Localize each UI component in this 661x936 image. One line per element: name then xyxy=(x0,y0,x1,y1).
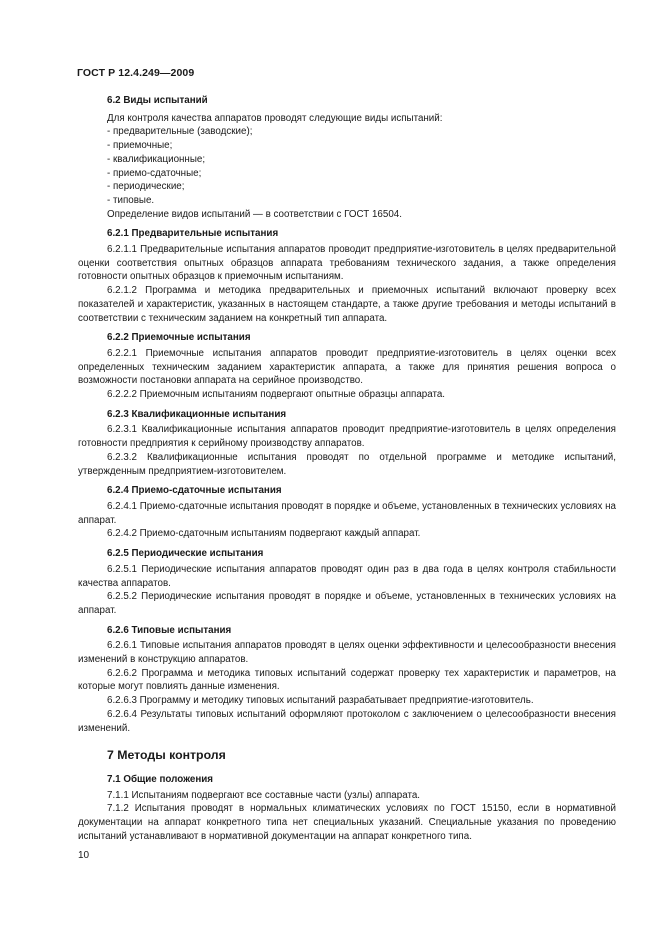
page-number: 10 xyxy=(78,850,90,861)
document-header: ГОСТ Р 12.4.249—2009 xyxy=(77,67,195,79)
paragraph-6-2-6-3: 6.2.6.3 Программу и методику типовых испытаний разрабатывает предприятие-изготовитель. xyxy=(107,695,534,707)
list-item: - приемо-сдаточные; xyxy=(107,167,202,179)
paragraph-6-2-3-2: 6.2.3.2 Квалификационные испытания проводят по отдельной программе и методике испытаний, утвержденным предприятием-изготовителем. xyxy=(78,451,616,477)
section-6-2-2-title: 6.2.2 Приемочные испытания xyxy=(107,332,251,344)
section-6-2-6-title: 6.2.6 Типовые испытания xyxy=(107,624,232,636)
paragraph-7-1-1: 7.1.1 Испытаниям подвергают все составные части (узлы) аппарата. xyxy=(107,789,420,801)
section-6-2-intro: Для контроля качества аппаратов проводят следующие виды испытаний: xyxy=(107,112,443,124)
paragraph-6-2-6-2: 6.2.6.2 Программа и методика типовых испытаний содержат проверку тех характеристик и параметров, на которые могут повлиять данные изменения. xyxy=(78,667,616,693)
section-6-2-definition: Определение видов испытаний — в соответствии с ГОСТ 16504. xyxy=(107,208,402,220)
paragraph-6-2-2-2: 6.2.2.2 Приемочным испытаниям подвергают опытные образцы аппарата. xyxy=(107,389,446,401)
section-6-2-3-title: 6.2.3 Квалификационные испытания xyxy=(107,408,287,420)
paragraph-6-2-5-2: 6.2.5.2 Периодические испытания проводят в порядке и объеме, установленных в технических условиях на аппарат. xyxy=(78,591,616,616)
paragraph-6-2-4-2: 6.2.4.2 Приемо-сдаточным испытаниям подвергают каждый аппарат. xyxy=(107,528,421,540)
list-item: - приемочные; xyxy=(107,140,173,152)
paragraph-6-2-6-4: 6.2.6.4 Результаты типовых испытаний оформляют протоколом с заключением о целесообразности внесения изменений. xyxy=(78,708,616,734)
paragraph-6-2-1-2: 6.2.1.2 Программа и методика предварительных и приемочных испытаний включают проверку всех показателей и характеристик, указанных в настоящем стандарте, а также другие требования и методы испытаний в соответствии с техническим заданием на конкретный тип аппарата. xyxy=(78,285,616,324)
paragraph-6-2-1-1: 6.2.1.1 Предварительные испытания аппаратов проводит предприятие-изготовитель в целях предварительной оценки соответствия опытных образцов аппарата требованиям технического задания, а также определения готовности опытных образцов к приемочным испытаниям. xyxy=(78,244,616,283)
paragraph-6-2-3-1: 6.2.3.1 Квалификационные испытания аппаратов проводит предприятие-изготовитель в целях определения готовности предприятия к серийному производству аппаратов. xyxy=(78,424,616,450)
section-7-title: 7 Методы контроля xyxy=(107,748,226,763)
list-item: - типовые. xyxy=(107,194,155,206)
document-body xyxy=(78,94,616,843)
paragraph-6-2-4-1: 6.2.4.1 Приемо-сдаточные испытания проводят в порядке и объеме, установленных в технических условиях на аппарат. xyxy=(78,500,616,526)
paragraph-6-2-5-1: 6.2.5.1 Периодические испытания аппаратов проводят один раз в два года в целях контроля стабильности качества аппаратов. xyxy=(78,563,616,589)
section-7-1-title: 7.1 Общие положения xyxy=(107,773,214,785)
section-6-2-5-title: 6.2.5 Периодические испытания xyxy=(107,548,264,560)
paragraph-6-2-2-1: 6.2.2.1 Приемочные испытания аппаратов проводит предприятие-изготовитель в целях оценки всех определенных техническим заданием характеристик аппарата, а также для принятия решения вопроса о возможности постановки аппарата на серийное производство. xyxy=(78,347,616,387)
list-item: - квалификационные; xyxy=(107,153,206,165)
section-6-2-4-title: 6.2.4 Приемо-сдаточные испытания xyxy=(107,485,282,497)
list-item: - предварительные (заводские); xyxy=(107,126,253,138)
list-item: - периодические; xyxy=(107,181,185,193)
paragraph-6-2-6-1: 6.2.6.1 Типовые испытания аппаратов проводят в целях оценки эффективности и целесообразности внесения изменений в конструкцию аппаратов. xyxy=(78,640,616,666)
section-6-2-title: 6.2 Виды испытаний xyxy=(107,95,208,106)
paragraph-7-1-2: 7.1.2 Испытания проводят в нормальных климатических условиях по ГОСТ 15150, если в нормативной документации на аппарат конкретного типа нет специальных указаний. Специальные указания по проведению испытаний устанавливают в нормативной документации на аппарат конкретного типа. xyxy=(78,803,616,842)
section-6-2-1-title: 6.2.1 Предварительные испытания xyxy=(107,228,279,240)
